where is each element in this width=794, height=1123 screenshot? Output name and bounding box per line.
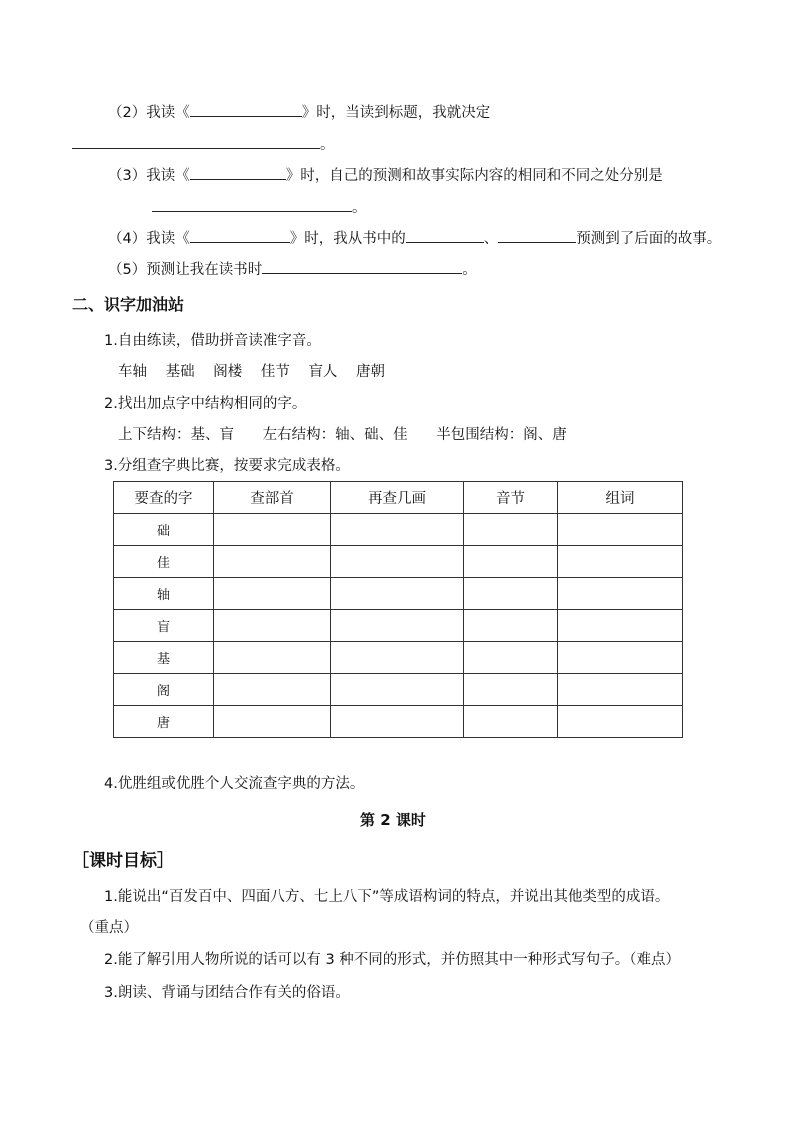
- col-header: 要查的字: [114, 482, 214, 514]
- line-2: [108, 102, 490, 123]
- answer-cell[interactable]: [558, 546, 683, 578]
- answer-cell[interactable]: [464, 642, 558, 674]
- col-header: 音节: [464, 482, 558, 514]
- answer-cell[interactable]: [214, 514, 331, 546]
- answer-cell[interactable]: [214, 610, 331, 642]
- line-3-prefix: （3）我读《: [108, 168, 190, 184]
- answer-cell[interactable]: [331, 610, 464, 642]
- line-2-end: 。: [320, 137, 335, 153]
- char-cell: 础: [114, 514, 214, 546]
- line-2-prefix: （2）我读《: [108, 105, 190, 121]
- answer-cell[interactable]: [331, 674, 464, 706]
- answer-cell[interactable]: [214, 706, 331, 738]
- table-row: [114, 610, 683, 642]
- structure-list: [118, 425, 567, 445]
- answer-cell[interactable]: [214, 546, 331, 578]
- char-cell: 佳: [114, 546, 214, 578]
- word: 基础: [165, 364, 195, 380]
- answer-cell[interactable]: [558, 514, 683, 546]
- answer-blank[interactable]: [406, 228, 484, 243]
- answer-cell[interactable]: [464, 578, 558, 610]
- table-row: [114, 674, 683, 706]
- line-2-text: 》时，当读到标题，我就决定: [301, 105, 491, 121]
- answer-cell[interactable]: [464, 610, 558, 642]
- question-4: 4.优胜组或优胜个人交流查字典的方法。: [104, 776, 365, 792]
- answer-cell[interactable]: [331, 706, 464, 738]
- line-5-end: 。: [462, 262, 477, 278]
- line-4-separator: 、: [483, 231, 499, 247]
- answer-cell[interactable]: [558, 578, 683, 610]
- table-row: [114, 642, 683, 674]
- line-5: [108, 259, 477, 280]
- col-header: 查部首: [214, 482, 331, 514]
- col-header: 组词: [558, 482, 683, 514]
- line-4-prefix: （4）我读《: [108, 231, 190, 247]
- char-cell: 基: [114, 642, 214, 674]
- book-title-blank[interactable]: [190, 165, 286, 180]
- word: 唐朝: [356, 364, 386, 380]
- table-row: [114, 546, 683, 578]
- dictionary-table: [113, 481, 683, 738]
- question-1: 1.自由练读，借助拼音读准字音。: [104, 333, 321, 349]
- answer-blank[interactable]: [498, 228, 576, 243]
- line-3-end: 。: [352, 200, 367, 216]
- answer-cell[interactable]: [214, 642, 331, 674]
- char-cell: 盲: [114, 610, 214, 642]
- book-title-blank[interactable]: [190, 228, 290, 243]
- question-3: 3.分组查字典比赛，按要求完成表格。: [104, 458, 350, 474]
- line-4: [108, 228, 721, 249]
- table-row: [114, 514, 683, 546]
- line-4-text: 》时，我从书中的: [289, 231, 406, 247]
- char-cell: 轴: [114, 578, 214, 610]
- structure-half-enclosed: 半包围结构：阁、唐: [436, 427, 567, 443]
- lesson-title: 第 2 课时: [360, 811, 426, 829]
- table-header-row: [114, 482, 683, 514]
- answer-blank[interactable]: [262, 259, 462, 274]
- answer-cell[interactable]: [331, 514, 464, 546]
- char-cell: 阁: [114, 674, 214, 706]
- answer-cell[interactable]: [464, 546, 558, 578]
- book-title-blank[interactable]: [190, 102, 302, 117]
- word-list: [118, 362, 385, 382]
- answer-cell[interactable]: [214, 674, 331, 706]
- line-3-continuation: [152, 197, 367, 218]
- goal-2: 2.能了解引用人物所说的话可以有 3 种不同的形式，并仿照其中一种形式写句子。（难点）: [104, 952, 681, 968]
- goal-1: 1.能说出“百发百中、四面八方、七上八下”等成语构词的特点，并说出其他类型的成语。: [104, 889, 670, 905]
- answer-cell[interactable]: [558, 642, 683, 674]
- answer-cell[interactable]: [331, 578, 464, 610]
- word: 盲人: [308, 364, 338, 380]
- answer-cell[interactable]: [558, 610, 683, 642]
- word: 佳节: [260, 364, 290, 380]
- word: 车轴: [118, 364, 147, 380]
- answer-cell[interactable]: [331, 642, 464, 674]
- answer-cell[interactable]: [464, 674, 558, 706]
- goal-3: 3.朗读、背诵与团结合作有关的俗语。: [104, 985, 350, 1001]
- table-row: [114, 578, 683, 610]
- line-3: [108, 165, 663, 186]
- table-row: [114, 706, 683, 738]
- goal-1-tag: （重点）: [80, 920, 138, 936]
- line-2-continuation: [72, 134, 335, 155]
- col-header: 再查几画: [331, 482, 464, 514]
- answer-cell[interactable]: [558, 674, 683, 706]
- word: 阁楼: [213, 364, 243, 380]
- answer-cell[interactable]: [464, 514, 558, 546]
- char-cell: 唐: [114, 706, 214, 738]
- answer-cell[interactable]: [464, 706, 558, 738]
- answer-cell[interactable]: [331, 546, 464, 578]
- line-5-prefix: （5）预测让我在读书时: [108, 262, 263, 278]
- structure-top-bottom: 上下结构：基、盲: [118, 427, 234, 443]
- section-heading: 二、识字加油站: [72, 295, 185, 314]
- line-4-end: 预测到了后面的故事。: [576, 231, 722, 247]
- goals-heading: ［课时目标］: [72, 851, 174, 871]
- answer-blank[interactable]: [72, 134, 320, 149]
- question-2: 2.找出加点字中结构相同的字。: [104, 396, 307, 412]
- answer-cell[interactable]: [558, 706, 683, 738]
- answer-cell[interactable]: [214, 578, 331, 610]
- line-3-text: 》时，自己的预测和故事实际内容的相同和不同之处分别是: [285, 168, 663, 184]
- answer-blank[interactable]: [152, 197, 352, 212]
- structure-left-right: 左右结构：轴、础、佳: [262, 427, 408, 443]
